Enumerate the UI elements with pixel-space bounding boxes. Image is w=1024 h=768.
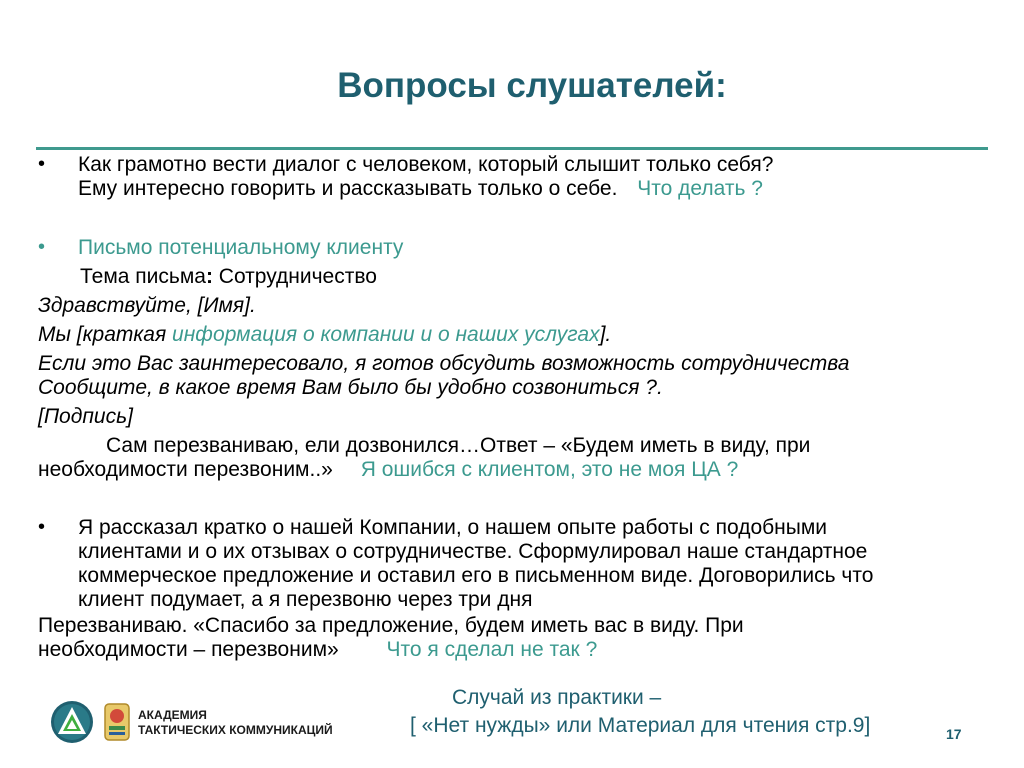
q1-question: Что делать ? bbox=[637, 177, 763, 200]
q1-line2-text: Ему интересно говорить и рассказывать только о себе. bbox=[78, 177, 618, 200]
q2-subject-value: Сотрудничество bbox=[212, 265, 377, 288]
q2-subject-label: Тема письма bbox=[80, 265, 206, 288]
q1-line1: Как грамотно вести диалог с человеком, который слышит только себя? bbox=[78, 153, 774, 176]
academy-name bbox=[138, 708, 333, 738]
callback-line2-text: необходимости перезвоним..» bbox=[38, 458, 333, 481]
case-line2: [ «Нет нужды» или Материал для чтения стр.9] bbox=[410, 714, 871, 737]
q2-subject bbox=[80, 265, 377, 288]
letter-line2-accent: информация о компании и о наших услугах bbox=[172, 323, 600, 346]
academy-line1: АКАДЕМИЯ bbox=[138, 708, 207, 722]
letter-greeting: Здравствуйте, [Имя]. bbox=[38, 294, 256, 317]
q3-callback-line1: Перезваниваю. «Спасибо за предложение, будем иметь вас в виду. При bbox=[38, 614, 744, 637]
letter-line4: Сообщите, в какое время Вам было бы удобно созвониться ?. bbox=[38, 376, 663, 399]
q3-question: Что я сделал не так ? bbox=[386, 638, 598, 661]
case-line1: Случай из практики – bbox=[452, 686, 662, 709]
callback-question: Я ошибся с клиентом, это не моя ЦА ? bbox=[360, 458, 739, 481]
q3-callback-line2 bbox=[38, 638, 597, 661]
page-number: 17 bbox=[946, 726, 962, 742]
bullet-1: • bbox=[38, 153, 46, 175]
academy-line2: ТАКТИЧЕСКИХ КОММУНИКАЦИЙ bbox=[138, 723, 333, 737]
q3-callback-line2-text: необходимости – перезвоним» bbox=[38, 638, 339, 661]
letter-signature: [Подпись] bbox=[38, 405, 133, 428]
letter-line2-end: ]. bbox=[599, 323, 612, 346]
bullet-2: • bbox=[38, 236, 46, 258]
q2-heading: Письмо потенциальному клиенту bbox=[78, 236, 404, 259]
q1-line2 bbox=[78, 177, 763, 200]
letter-line3: Если это Вас заинтересовало, я готов обсудить возможность сотрудничества bbox=[38, 352, 850, 375]
q3-line2: клиентами и о их отзывах о сотрудничестве. Сформулировал наше стандартное bbox=[78, 540, 868, 563]
letter-line2 bbox=[38, 323, 611, 346]
bullet-3: • bbox=[38, 516, 46, 538]
q3-line3: коммерческое предложение и оставил его в письменном виде. Договорились что bbox=[78, 564, 874, 587]
academy-seal-icon bbox=[103, 702, 131, 742]
q3-line1: Я рассказал кратко о нашей Компании, о нашем опыте работы с подобными bbox=[78, 516, 828, 539]
callback-line2 bbox=[38, 458, 738, 481]
slide-title: Вопросы слушателей: bbox=[337, 66, 727, 105]
q2-subject-colon: : bbox=[205, 265, 213, 288]
academy-triangle-logo-icon bbox=[50, 700, 94, 744]
callback-line1: Сам перезваниваю, ели дозвонился…Ответ – «Будем иметь в виду, при bbox=[106, 434, 811, 457]
letter-line2-start: Мы [краткая bbox=[38, 323, 173, 346]
q3-line4: клиент подумает, а я перезвоню через три дня bbox=[78, 588, 533, 611]
title-divider bbox=[36, 147, 988, 150]
